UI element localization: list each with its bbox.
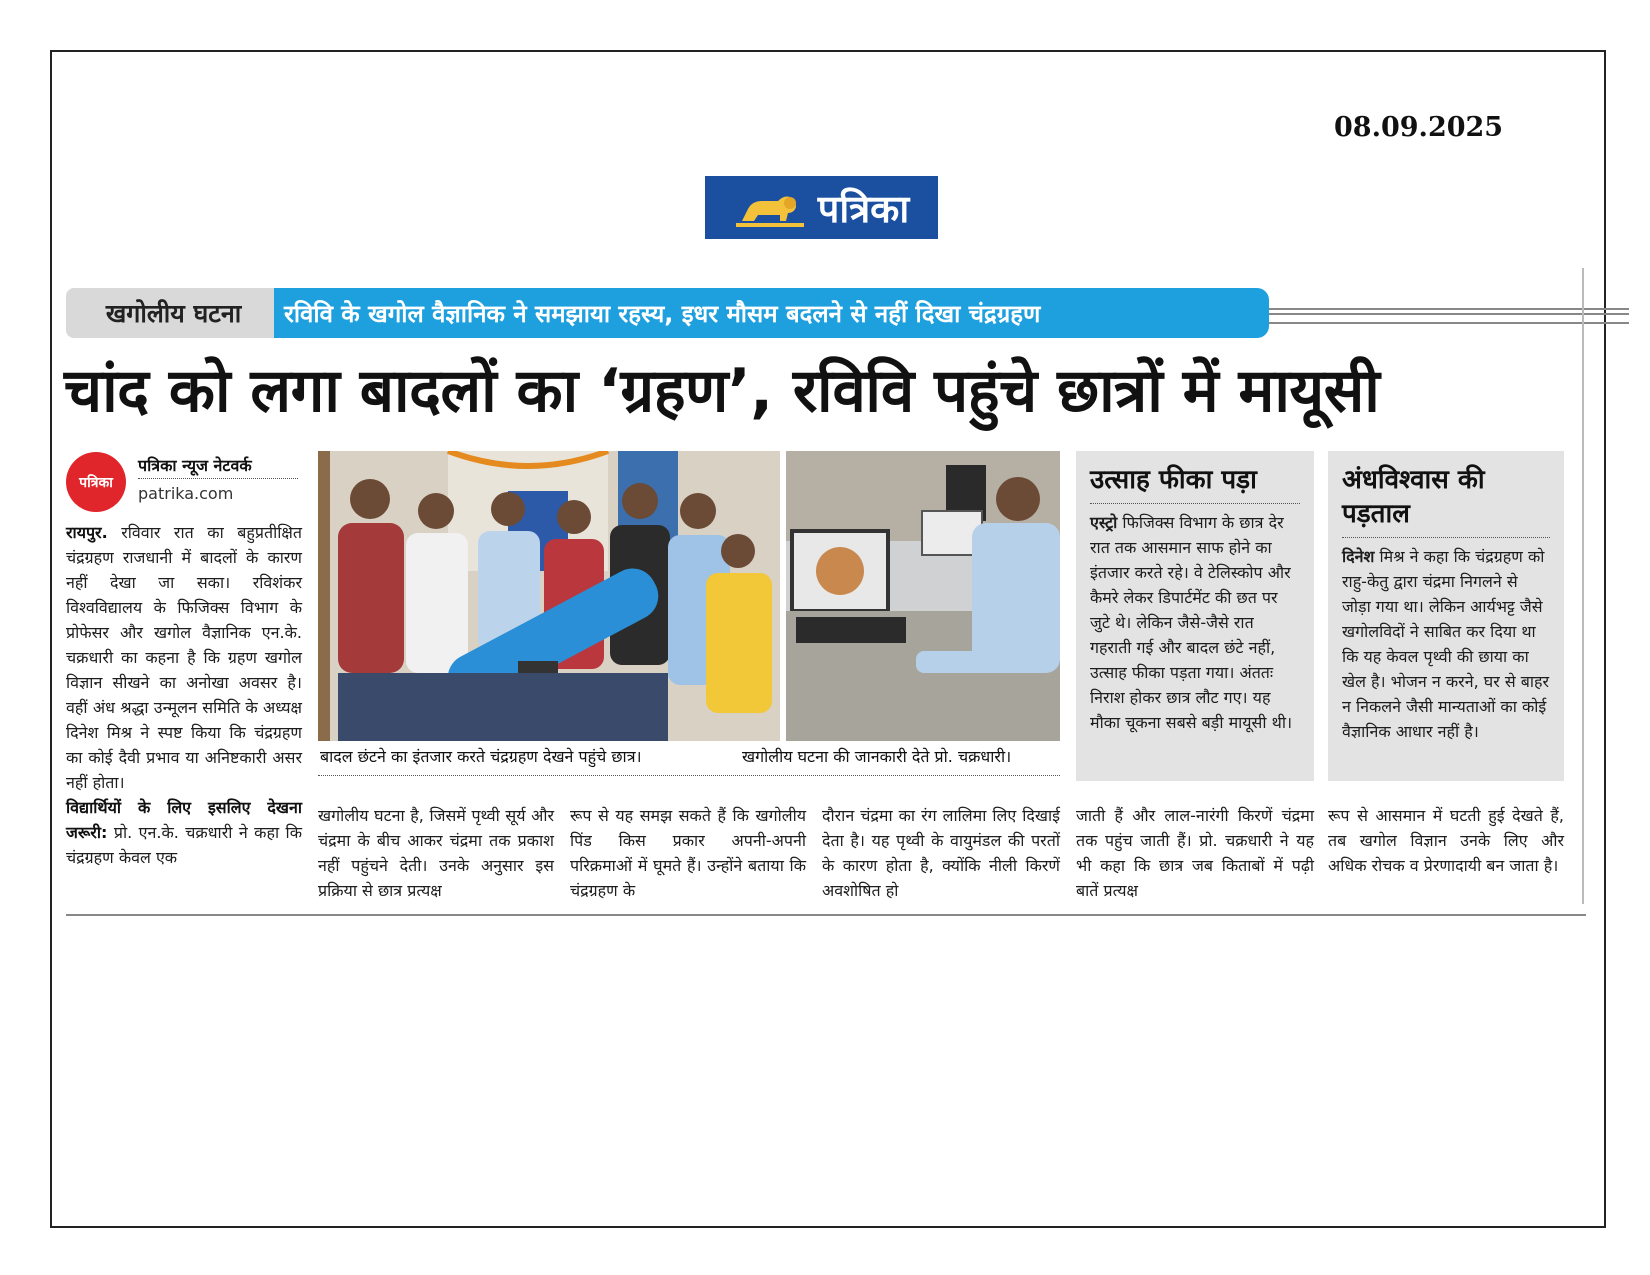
sidebar-enthusiasm-rule [1090,503,1300,504]
byline-url: patrika.com [138,484,234,503]
caption-students: बादल छंटने का इंतजार करते चंद्रग्रहण देखने पहुंचे छात्र। [320,747,642,766]
body-column-1: खगोलीय घटना है, जिसमें पृथ्वी सूर्य और चंद्रमा के बीच आकर चंद्रमा तक प्रकाश नहीं पहुंचने देती। उनके अनुसार इस प्रक्रिया से छात्र प्रत्यक्ष [318,806,554,900]
sidebar-enthusiasm-text: फिजिक्स विभाग के छात्र देर रात तक आसमान साफ होने का इंतजार करते रहे। वे टेलिस्कोप और कैमरे लेकर डिपार्टमेंट की छत पर जुटे थे। लेकिन जैसे-जैसे रात गहराती गई और बादल छंटे नहीं, उत्साह फीका पड़ता गया। अंततः निराश होकर छात्र लौट गए। यह मौका चूकना सबसे बड़ी मायूसी थी। [1090,513,1293,732]
kicker-text: रविवि के खगोल वैज्ञानिक ने समझाया रहस्य, इधर मौसम बदलने से नहीं दिखा चंद्रग्रहण [274,288,1269,338]
sidebar-enthusiasm-lead: एस्ट्रो [1090,513,1118,532]
kicker-label: खगोलीय घटना [66,288,281,338]
sidebar-enthusiasm [1076,451,1314,781]
headline: चांद को लगा बादलों का ‘ग्रहण’, रविवि पहुंचे छात्रों में मायूसी [64,356,1380,426]
article-bottom-rule [66,914,1586,916]
right-column-rule [1582,268,1584,904]
masthead-name: पत्रिका [817,186,910,231]
kicker-bar [66,288,1562,338]
lead-subtext: प्रो. एन.के. चक्रधारी ने कहा कि चंद्रग्रहण केवल एक [66,823,302,867]
sidebar-superstition-body [1342,544,1550,744]
sidebar-enthusiasm-title: उत्साह फीका पड़ा [1090,465,1257,495]
masthead [705,176,938,239]
sidebar-superstition-text: मिश्र ने कहा कि चंद्रग्रहण को राहु-केतु द्वारा चंद्रमा निगलने से जोड़ा गया था। लेकिन आर्यभट्ट जैसे खगोलविदों ने साबित कर दिया था कि यह केवल पृथ्वी की छाया का खेल है। भोजन न करने, घर से बाहर न निकलने जैसी मान्यताओं का कोई वैज्ञानिक आधार नहीं है। [1342,547,1550,741]
photo-students-telescope [318,451,780,741]
byline-network: पत्रिका न्यूज नेटवर्क [138,456,252,475]
lead-subhead: विद्यार्थियों के लिए इसलिए देखना जरूरी: [66,798,302,842]
lead-column [66,520,302,870]
sidebar-superstition-lead: दिनेश [1342,547,1375,566]
lead-text: रविवार रात का बहुप्रतीक्षित चंद्रग्रहण राजधानी में बादलों के कारण नहीं देखा जा सका। रविशंकर विश्वविद्यालय के फिजिक्स विभाग के प्रोफेसर और खगोल वैज्ञानिक एन.के. चक्रधारी का कहना है कि ग्रहण खगोल विज्ञान सीखने का अनोखा अवसर है। वहीं अंध श्रद्धा उन्मूलन समिति के अध्यक्ष दिनेश मिश्र ने स्पष्ट किया कि चंद्रग्रहण का कोई दैवी प्रभाव या अनिष्टकारी असर नहीं होता। [66,523,302,792]
sidebar-enthusiasm-body [1090,510,1300,735]
byline [66,452,302,512]
publication-date: 08.09.2025 [1334,112,1504,143]
byline-rule [138,478,298,479]
caption-professor: खगोलीय घटना की जानकारी देते प्रो. चक्रधारी। [742,747,1012,766]
patrika-badge: पत्रिका [66,452,126,512]
sidebar-superstition-title: अंधविश्वास की पड़ताल [1342,465,1485,529]
photo-professor-computer [786,451,1060,741]
sidebar-superstition [1328,451,1564,781]
body-column-2: रूप से यह समझ सकते हैं कि खगोलीय पिंड किस प्रकार अपनी-अपनी परिक्रमाओं में घूमते हैं। उन्होंने बताया कि चंद्रग्रहण के [570,806,806,900]
professor-computer-illustration [786,451,1060,741]
body-column-5: रूप से आसमान में घटती हुई देखते हैं, तब खगोल विज्ञान उनके लिए और अधिक रोचक व प्रेरणादायी बन जाता है। [1328,806,1564,875]
caption-rule [318,775,1060,776]
sidebar-superstition-rule [1342,537,1550,538]
body-column-4: जाती हैं और लाल-नारंगी किरणें चंद्रमा तक पहुंच जाती हैं। प्रो. चक्रधारी ने यह भी कहा कि छात्र जब किताबों में पढ़ी बातें प्रत्यक्ष [1076,806,1314,900]
dateline: रायपुर. [66,523,108,542]
kicker-rule-lines [1269,308,1629,324]
body-column-3: दौरान चंद्रमा का रंग लालिमा लिए दिखाई देता है। यह पृथ्वी के वायुमंडल की परतों के कारण होता है, क्योंकि नीली किरणें अवशोषित हो [822,806,1060,900]
lion-logo-icon [734,187,806,229]
students-telescope-illustration [318,451,780,741]
